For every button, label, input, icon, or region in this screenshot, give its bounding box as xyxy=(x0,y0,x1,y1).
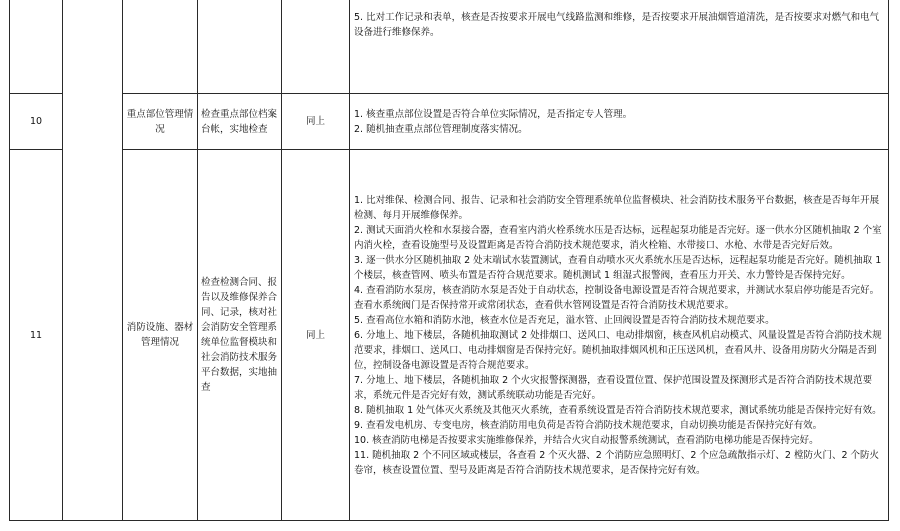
check-standard: 同上 xyxy=(282,150,350,521)
check-content xyxy=(350,150,889,521)
check-item xyxy=(123,0,198,94)
content-line: 10. 核查消防电梯是否按要求实施维修保养，并结合火灾自动报警系统测试，查看消防电梯功能是否保持完好。 xyxy=(354,434,819,446)
merged-category-cell xyxy=(63,0,123,521)
content-line: 1. 比对维保、检测合同、报告、记录和社会消防安全管理系统单位监督模块、社会消防技术服务平台数据，核查是否每年开展检测、每月开展维修保养。 xyxy=(354,194,880,221)
table-row xyxy=(10,150,889,521)
content-line: 1. 核查重点部位设置是否符合单位实际情况，是否指定专人管理。 xyxy=(354,108,633,120)
table-row xyxy=(10,94,889,150)
check-item: 消防设施、器材管理情况 xyxy=(123,150,198,521)
content-line: 5. 比对工作记录和表单，核查是否按要求开展电气线路监测和维修，是否按要求开展油烟管道清洗，是否按要求对燃气和电气设备进行维修保养。 xyxy=(354,12,880,38)
row-number: 10 xyxy=(10,94,63,150)
check-standard xyxy=(282,0,350,94)
content-line: 4. 查看消防水泵房，核查消防水泵是否处于自动状态，控制设备电源设置是否符合规范要求，并测试水泵启停功能是否完好。查看水系统阀门是否保持常开或常闭状态，查看供水管网设置是否符合消防技术规范要求。 xyxy=(354,284,880,311)
content-line: 3. 逐一供水分区随机抽取 2 处末端试水装置测试，查看自动喷水灭火系统水压是否达标，远程起泵功能是否完好。随机抽取 1 个楼层，核查管网、喷头布置是否符合规范要求。随机测试 1 组湿式报警阀，查看压力开关、水力警铃是否保持完好。 xyxy=(354,254,882,281)
row-number xyxy=(10,0,63,94)
row-number: 11 xyxy=(10,150,63,521)
check-content xyxy=(350,0,889,94)
check-content xyxy=(350,94,889,150)
content-line: 5. 查看高位水箱和消防水池，核查水位是否充足，溢水管、止回阀设置是否符合消防技术规范要求。 xyxy=(354,314,775,326)
check-method: 检查重点部位档案台帐，实地检查 xyxy=(198,94,282,150)
content-line: 2. 随机抽查重点部位管理制度落实情况。 xyxy=(354,123,528,135)
content-line: 8. 随机抽取 1 处气体灭火系统及其他灭火系统，查看系统设置是否符合消防技术规范要求，测试系统功能是否保持完好有效。 xyxy=(354,404,882,416)
table-row xyxy=(10,0,889,94)
check-standard: 同上 xyxy=(282,94,350,150)
check-method xyxy=(198,0,282,94)
content-line: 2. 测试天面消火栓和水泵接合器，查看室内消火栓系统水压是否达标，远程起泵功能是否完好。逐一供水分区随机抽取 2 个室内消火栓，查看设施型号及设置距离是否符合消防技术规范要求，消火栓箱、水带接口、水枪、水带是否完好后效。 xyxy=(354,224,882,251)
content-line: 7. 分地上、地下楼层，各随机抽取 2 个火灾报警探测器，查看设置位置、保护范围设置及探测形式是否符合消防技术规范要求，系统元件是否完好有效，测试系统联动功能是否完好。 xyxy=(354,374,873,401)
content-line: 6. 分地上、地下楼层，各随机抽取测试 2 处排烟口、送风口、电动排烟窗，核查风机启动模式、风量设置是否符合消防技术规范要求，排烟口、送风口、电动排烟窗是否保持完好。随机抽取排烟风机和正压送风机，查看风井、设备用房防火分隔是否到位，控制设备电源设置是否符合规范要求。 xyxy=(354,329,882,371)
content-line: 11. 随机抽取 2 个不同区域或楼层，各查看 2 个灭火器、2 个消防应急照明灯、2 个应急疏散指示灯、2 樘防火门、2 个防火卷帘，核查设置位置、型号及距离是否符合消防技术规范要求，是否保持完好有效。 xyxy=(354,449,880,476)
check-method: 检查检测合同、报告以及维修保养合同、记录，核对社会消防安全管理系统单位监督模块和社会消防技术服务平台数据，实地抽查 xyxy=(198,150,282,521)
check-item: 重点部位管理情况 xyxy=(123,94,198,150)
inspection-table xyxy=(9,0,889,521)
content-line: 9. 查看发电机房、专变电房，核查消防用电负荷是否符合消防技术规范要求，自动切换功能是否保持完好有效。 xyxy=(354,419,823,431)
